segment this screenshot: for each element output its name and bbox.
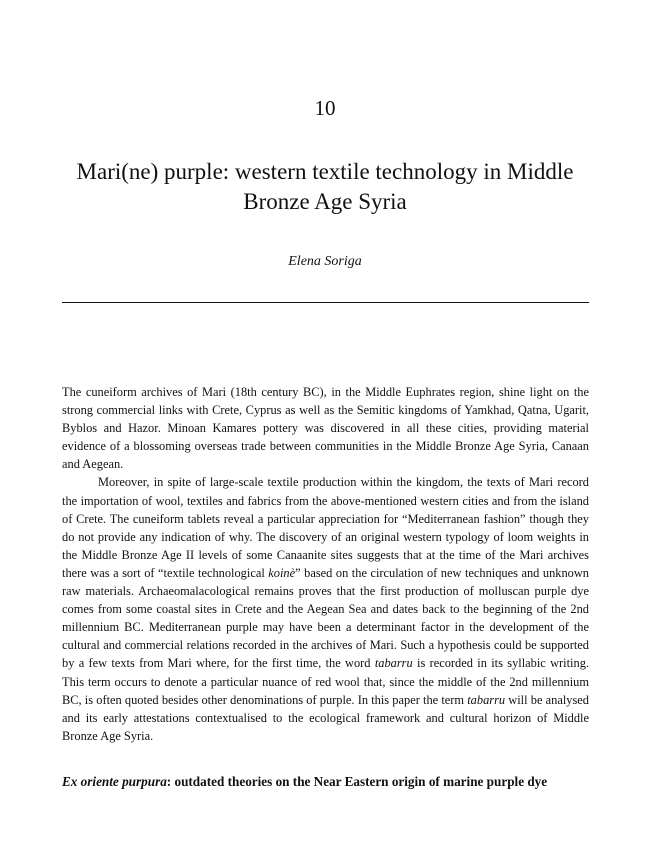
term-koine: koinè xyxy=(268,565,296,580)
paragraph-2-text-d: will be analysed and its early attestations contextualised to the ecological framework and cultural horizon of Middle Bronze Age Syria. xyxy=(62,692,589,743)
section-heading-rest: : outdated theories on the Near Eastern origin of marine purple dye xyxy=(166,774,548,789)
section-heading-italic: Ex oriente purpura xyxy=(62,774,167,789)
paragraph-2 xyxy=(62,473,589,744)
chapter-number: 10 xyxy=(314,96,336,120)
paragraph-1-text: The cuneiform archives of Mari (18th century BC), in the Middle Euphrates region, shine light on the strong commercial links with Crete, Cyprus as well as the Semitic kingdoms of Yamkhad, Qatna, Ugarit, Byblos and Hazor. Minoan Kamares pottery was discovered in all these cities, providing material evidence of a blossoming overseas trade between communities in the Middle Bronze Age Syria, Canaan and Aegean. xyxy=(62,385,589,472)
paragraph-2-text-c: is recorded in its syllabic writing. This term occurs to denote a particular nuance of red wool that, since the middle of the 2nd millennium BC, is often quoted besides other denominations of purple. In this paper the term xyxy=(62,656,589,707)
paragraph-1 xyxy=(62,383,589,473)
chapter-title: Mari(ne) purple: western textile technology in Middle Bronze Age Syria xyxy=(76,159,574,214)
term-tabarru: tabarru xyxy=(374,656,413,671)
author-name: Elena Soriga xyxy=(288,254,362,269)
paragraph-2-text-b: ” based on the circulation of new techniques and unknown raw materials. Archaeomalacological remains proves that the first production of molluscan purple dye comes from some coastal sites in Crete and the Aegean Sea and dates back to the beginning of the 2nd millennium BC. Mediterranean purple may have been a determinant factor in the development of the cultural and commercial relations recorded in the archives of Mari. Such a hypothesis could be supported by a few texts from Mari where, for the first time, the word xyxy=(62,565,589,671)
body-text xyxy=(62,383,589,745)
paragraph-2-text-a: Moreover, in spite of large-scale textile production within the kingdom, the texts of Mari record the importation of wool, textiles and fabrics from the above-mentioned western cities and from the island of Crete. The cuneiform tablets reveal a particular appreciation for “Mediterranean fashion” though they do not provide any indication of why. The discovery of an original western typology of loom weights in the Middle Bronze Age II levels of some Canaanite sites suggests that at the time of the Mari archives there was a sort of “textile technological xyxy=(62,475,589,580)
term-tabarru: tabarru xyxy=(467,692,506,707)
section-heading xyxy=(62,773,589,791)
horizontal-rule xyxy=(62,302,589,303)
